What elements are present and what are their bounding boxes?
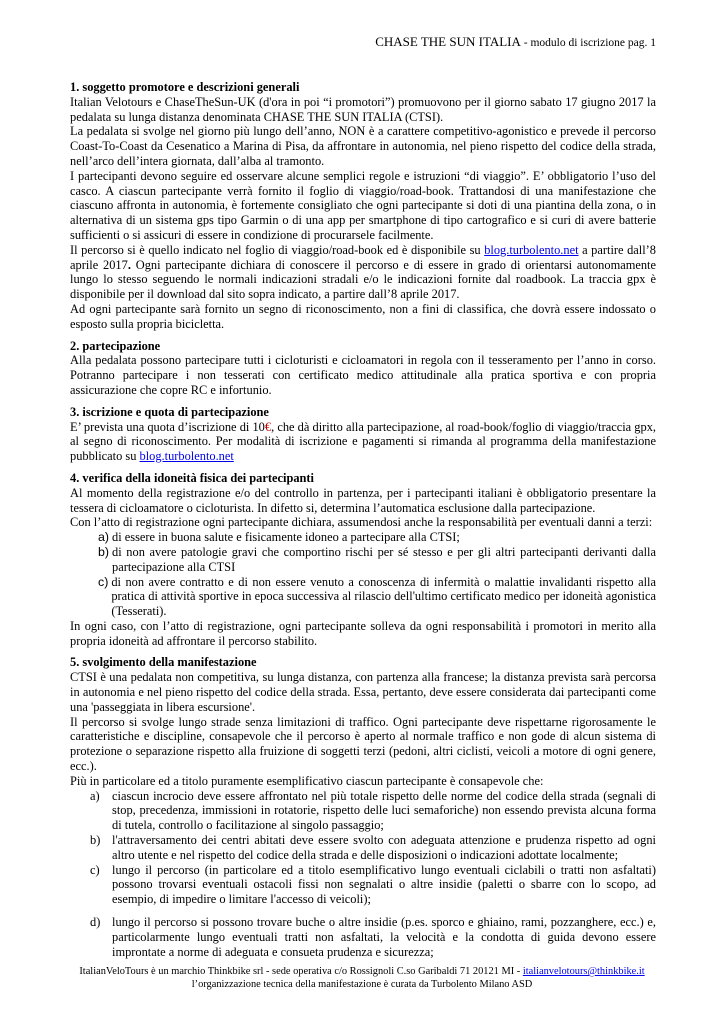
section-5-paragraph-1: CTSI è una pedalata non competitiva, su lunga distanza, con partenza alla francese; la distanza prevista sarà percorsa in autonomia e nel pieno rispetto del codice della strada. Essa, pertanto, deve essere considerata dai partecipanti come una 'passeggiata in libera escursione'. bbox=[70, 670, 656, 714]
section-4 bbox=[70, 471, 656, 649]
list-marker: b) bbox=[98, 544, 110, 559]
section-5-paragraph-3: Più in particolare ed a titolo puramente esemplificativo ciascun partecipante è consapevole che: bbox=[70, 773, 544, 788]
section-1-paragraph-4 bbox=[70, 243, 656, 302]
list-item-text: lungo il percorso si possono trovare buche o altre insidie (p.es. sporco e ghiaino, rami, pozzanghere, ecc.) e, particolarmente lungo eventuali tratti non asfaltati, la velocità e la condotta di guida devono essere improntate a norme di adeguata e consueta prudenza e sicurezza; bbox=[112, 915, 656, 959]
list-item bbox=[98, 575, 656, 619]
list-marker: b) bbox=[90, 833, 101, 848]
list-marker: a) bbox=[90, 788, 100, 803]
page-header bbox=[375, 35, 656, 51]
s3-text-before: E’ prevista una quota d’iscrizione di 10 bbox=[70, 419, 265, 434]
section-5-paragraph-2: Il percorso si svolge lungo strade senza limitazioni di traffico. Ogni partecipante deve rispettarne rigorosamente le caratteristiche e discipline, consapevole che il percorso è aperto al normale traffico e non gode di alcun sistema di protezione o separazione rispetto alla fruizione di soggetti terzi (pedoni, altri ciclisti, veicoli a motore di ogni genere, ecc.). bbox=[70, 714, 656, 774]
list-item-text: di non avere contratto e di non essere venuto a conoscenza di infermità o malattie invalidanti rispetto alla pratica di attività sportive in epoca successiva al rilascio dell'ultimo certificato medico per idoneità agonistica (Tesserati). bbox=[111, 574, 656, 619]
section-2 bbox=[70, 339, 656, 398]
list-item bbox=[90, 863, 656, 907]
section-4-title: 4. verifica della idoneità fisica dei partecipanti bbox=[70, 470, 314, 485]
header-title: CHASE THE SUN ITALIA bbox=[375, 34, 521, 49]
s3-text-after: , che dà diritto alla partecipazione, al road-book/foglio di viaggio/traccia gpx, al segno di riconoscimento. Per modalità di iscrizione e pagamenti si rimanda al programma della manifestazione pubblicato su bbox=[70, 419, 656, 464]
list-item-text: lungo il percorso (in particolare ed a titolo esemplificativo lungo eventuali ciclabili o tratti non asfaltati) possono trovarsi eventuali ostacoli fissi non segnalati o altre insidie (paletti o sbarre con lo scopo, ad esempio, di impedire o limitare l'accesso di veicoli); bbox=[112, 862, 656, 907]
section-4-paragraph-1: Al momento della registrazione e/o del controllo in partenza, per i partecipanti italiani è obbligatorio presentare la tessera di cicloamatore o cicloturista. In difetto si, determina l’automatica esclusione dalla partecipazione. bbox=[70, 485, 656, 515]
euro-sign: € bbox=[264, 419, 272, 434]
list-item-text: l'attraversamento dei centri abitati deve essere svolto con adeguata attenzione e prudenza rispetto ad ogni altro utente e nel rispetto del codice della strada e delle disposizioni o indicazioni adottate localmente; bbox=[112, 833, 656, 862]
declaration-list bbox=[98, 530, 656, 619]
section-2-paragraph-1: Alla pedalata possono partecipare tutti i cicloturisti e cicloamatori in regola con il tesseramento per l’anno in corso. Potranno partecipare i non tesserati con certificato medico attitudinale alla pratica sportiva e con propria assicurazione che copre RC e infortunio. bbox=[70, 353, 656, 397]
list-item-text: di non avere patologie gravi che comportino rischi per sé stesso e per gli altri partecipanti derivanti dalla partecipazione alla CTSI bbox=[112, 544, 656, 574]
p4-bold-period: . bbox=[127, 257, 131, 272]
p4-text-after: a partire dall’8 aprile 2017 bbox=[70, 242, 656, 272]
blog-link-2[interactable]: blog.turbolento.net bbox=[139, 449, 234, 464]
section-3-title: 3. iscrizione e quota di partecipazione bbox=[70, 404, 269, 419]
footer-line-2: l’organizzazione tecnica della manifestazione è curata da Turbolento Milano ASD bbox=[191, 978, 533, 990]
section-1-paragraph-2: La pedalata si svolge nel giorno più lungo dell’anno, NON è a carattere competitivo-agonistico e prevede il percorso Coast-To-Coast da Cesenatico a Marina di Pisa, da affrontare in autonomia, nel pieno rispetto del codice della strada, nell’arco dell’intera giornata, dall’alba al tramonto. bbox=[70, 124, 656, 168]
section-3 bbox=[70, 405, 656, 464]
list-marker: a) bbox=[98, 530, 110, 545]
section-4-paragraph-3: In ogni caso, con l’atto di registrazione, ogni partecipante solleva da ogni responsabilità i promotori in merito alla propria idoneità ad affrontare il percorso stabilito. bbox=[70, 618, 656, 648]
section-5 bbox=[70, 655, 656, 959]
section-1-paragraph-3: I partecipanti devono seguire ed osservare alcune semplici regole e istruzioni “di viaggio”. E’ obbligatorio l’uso del casco. A ciascun partecipante verrà fornito il foglio di viaggio/road-book. Trattandosi di una manifestazione che ciascuno affronta in autonomia, è fortemente consigliato che ogni partecipante si doti di una piantina della zona, o in alternativa di un sistema gps tipo Garmin o di una app per smartphone di tipo cartografico e si curi di avere batterie sufficienti o si assicuri di essere in condizione di procurarsele facilmente. bbox=[70, 168, 656, 242]
section-3-paragraph-1 bbox=[70, 420, 656, 464]
header-subtitle: - modulo di iscrizione pag. 1 bbox=[520, 37, 656, 49]
list-item bbox=[98, 530, 656, 545]
footer-company-text: ItalianVeloTours è un marchio Thinkbike srl - sede operativa c/o Rossignoli C.so Garibaldi 71 20121 MI - bbox=[79, 966, 523, 977]
p4-text-before: Il percorso si è quello indicato nel foglio di viaggio/road-book ed è disponibile su bbox=[70, 242, 485, 257]
awareness-list bbox=[90, 789, 656, 960]
document-body bbox=[70, 80, 656, 959]
list-item bbox=[90, 915, 656, 959]
section-2-title: 2. partecipazione bbox=[70, 338, 161, 353]
list-item bbox=[98, 545, 656, 575]
blog-link[interactable]: blog.turbolento.net bbox=[484, 242, 579, 257]
list-item-text: di essere in buona salute e fisicamente idoneo a partecipare alla CTSI; bbox=[112, 530, 460, 545]
list-item-text: ciascun incrocio deve essere affrontato nel più totale rispetto delle norme del codice della strada (segnali di stop, precedenza, immissioni in rotatorie, rispetto delle luci semaforiche) non essendo prevista alcuna forma di tutela, controllo o facilitazione al singolo passaggio; bbox=[112, 788, 656, 833]
list-item bbox=[90, 789, 656, 833]
page-footer bbox=[0, 966, 724, 991]
section-1-paragraph-5: Ad ogni partecipante sarà fornito un segno di riconoscimento, non a fini di classifica, che dovrà essere indossato o esposto sulla propria bicicletta. bbox=[70, 301, 656, 331]
list-marker: d) bbox=[90, 915, 101, 930]
section-4-paragraph-2: Con l’atto di registrazione ogni partecipante dichiara, assumendosi anche la responsabilità per eventuali danni a terzi: bbox=[70, 515, 653, 530]
footer-line-1 bbox=[0, 966, 724, 979]
section-1-paragraph-1: Italian Velotours e ChaseTheSun-UK (d'ora in poi “i promotori”) promuovono per il giorno sabato 17 giugno 2017 la pedalata su lunga distanza denominata CHASE THE SUN ITALIA (CTSI). bbox=[70, 94, 656, 124]
list-marker: c) bbox=[90, 862, 100, 877]
list-item bbox=[90, 833, 656, 863]
p4-text-rest: Ogni partecipante dichiara di conoscere il percorso e di essere in grado di orientarsi autonomamente lungo lo stesso seguendo le normali indicazioni stradali e/o le indicazioni fornite dal roadbook. La traccia gpx è disponibile per il download dal sito sopra indicato, a partire dall’8 aprile 2017. bbox=[70, 257, 656, 302]
list-marker: c) bbox=[98, 574, 109, 589]
footer-email-link[interactable]: italianvelotours@thinkbike.it bbox=[522, 966, 645, 977]
section-5-title: 5. svolgimento della manifestazione bbox=[70, 655, 257, 670]
section-1 bbox=[70, 80, 656, 332]
section-1-title: 1. soggetto promotore e descrizioni generali bbox=[70, 80, 300, 94]
